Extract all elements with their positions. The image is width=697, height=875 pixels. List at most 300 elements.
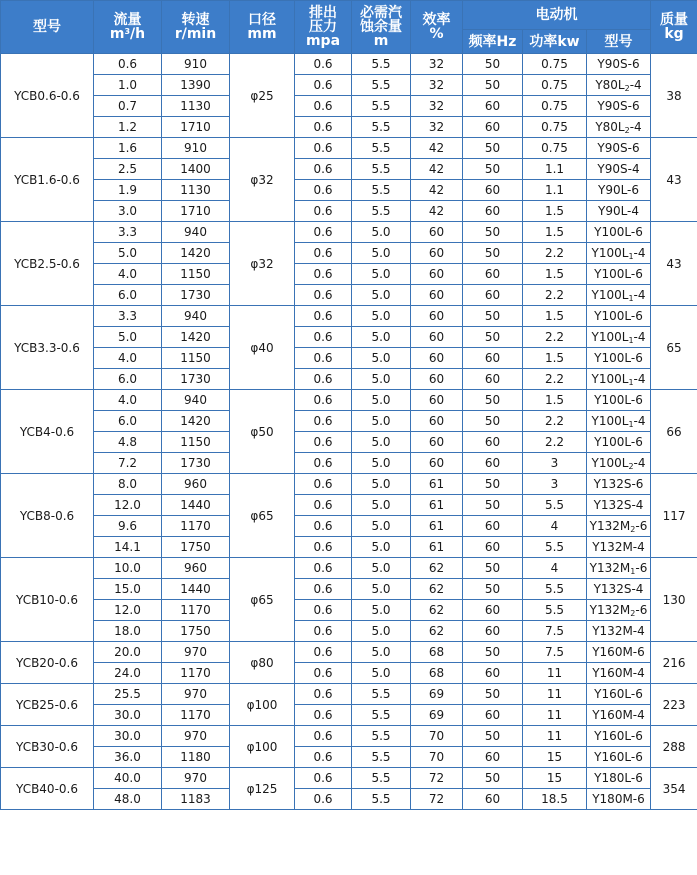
pressure-cell: 0.6 xyxy=(295,705,352,726)
power-cell: 0.75 xyxy=(523,138,587,159)
efficiency-cell: 60 xyxy=(411,243,463,264)
frequency-cell: 60 xyxy=(463,369,523,390)
pressure-cell: 0.6 xyxy=(295,117,352,138)
efficiency-cell: 32 xyxy=(411,117,463,138)
speed-cell: 1150 xyxy=(162,432,230,453)
motor-model-base: Y160M-6 xyxy=(592,645,645,659)
power-cell: 2.2 xyxy=(523,411,587,432)
header-power-label: 功率kw xyxy=(529,33,580,50)
speed-cell: 1750 xyxy=(162,621,230,642)
efficiency-cell: 60 xyxy=(411,306,463,327)
motor-model-cell xyxy=(587,390,651,411)
header-motor xyxy=(463,1,651,30)
header-flow-unit-prefix: m xyxy=(109,26,125,42)
flow-cell: 20.0 xyxy=(94,642,162,663)
header-power xyxy=(523,30,587,54)
flow-cell: 4.0 xyxy=(94,264,162,285)
table-row xyxy=(1,663,697,684)
diameter-cell: φ80 xyxy=(230,642,295,684)
pressure-cell: 0.6 xyxy=(295,264,352,285)
flow-cell: 18.0 xyxy=(94,621,162,642)
speed-cell: 940 xyxy=(162,390,230,411)
motor-model-cell xyxy=(587,222,651,243)
power-cell: 4 xyxy=(523,516,587,537)
motor-model-cell xyxy=(587,432,651,453)
pressure-cell: 0.6 xyxy=(295,180,352,201)
header-diameter-line1: 口径 xyxy=(248,12,276,28)
pressure-cell: 0.6 xyxy=(295,453,352,474)
pressure-cell: 0.6 xyxy=(295,621,352,642)
mass-cell: 43 xyxy=(651,138,697,222)
motor-model-suffix: -4 xyxy=(633,330,646,344)
motor-model-suffix: -4 xyxy=(633,246,646,260)
flow-cell: 40.0 xyxy=(94,768,162,789)
pressure-cell: 0.6 xyxy=(295,327,352,348)
power-cell: 2.2 xyxy=(523,432,587,453)
motor-model-sub: 2 xyxy=(628,462,634,471)
npsh-cell: 5.5 xyxy=(352,54,411,75)
npsh-cell: 5.0 xyxy=(352,621,411,642)
motor-model-sub: 1 xyxy=(628,294,634,303)
flow-cell: 6.0 xyxy=(94,411,162,432)
npsh-cell: 5.0 xyxy=(352,600,411,621)
header-efficiency-line1: 效率 xyxy=(422,12,451,28)
power-cell: 2.2 xyxy=(523,285,587,306)
motor-model-base: Y132M-4 xyxy=(592,624,645,638)
motor-model-cell xyxy=(587,306,651,327)
frequency-cell: 60 xyxy=(463,537,523,558)
npsh-cell: 5.0 xyxy=(352,369,411,390)
npsh-cell: 5.0 xyxy=(352,348,411,369)
efficiency-cell: 42 xyxy=(411,201,463,222)
power-cell: 0.75 xyxy=(523,54,587,75)
header-efficiency-line2: % xyxy=(429,26,444,42)
speed-cell: 1440 xyxy=(162,579,230,600)
npsh-cell: 5.0 xyxy=(352,243,411,264)
model-cell: YCB25-0.6 xyxy=(1,684,94,726)
frequency-cell: 60 xyxy=(463,705,523,726)
table-row xyxy=(1,54,697,75)
power-cell: 1.5 xyxy=(523,222,587,243)
power-cell: 4 xyxy=(523,558,587,579)
table-row xyxy=(1,327,697,348)
motor-model-base: Y100L xyxy=(591,288,629,302)
speed-cell: 1420 xyxy=(162,243,230,264)
motor-model-base: Y132S-6 xyxy=(593,477,644,491)
header-efficiency xyxy=(411,1,463,54)
speed-cell: 1440 xyxy=(162,495,230,516)
speed-cell: 1710 xyxy=(162,201,230,222)
table-row xyxy=(1,369,697,390)
table-row xyxy=(1,180,697,201)
table-row xyxy=(1,117,697,138)
pressure-cell: 0.6 xyxy=(295,579,352,600)
power-cell: 18.5 xyxy=(523,789,587,810)
npsh-cell: 5.0 xyxy=(352,432,411,453)
motor-model-base: Y100L xyxy=(591,456,629,470)
table-row xyxy=(1,537,697,558)
frequency-cell: 60 xyxy=(463,117,523,138)
speed-cell: 910 xyxy=(162,54,230,75)
frequency-cell: 50 xyxy=(463,768,523,789)
flow-cell: 24.0 xyxy=(94,663,162,684)
npsh-cell: 5.0 xyxy=(352,390,411,411)
motor-model-base: Y180M-6 xyxy=(592,792,645,806)
mass-cell: 216 xyxy=(651,642,697,684)
efficiency-cell: 60 xyxy=(411,285,463,306)
efficiency-cell: 61 xyxy=(411,474,463,495)
npsh-cell: 5.5 xyxy=(352,768,411,789)
motor-model-base: Y80L xyxy=(595,78,625,92)
pressure-cell: 0.6 xyxy=(295,243,352,264)
frequency-cell: 50 xyxy=(463,642,523,663)
header-flow-line1: 流量 xyxy=(113,12,142,28)
table-row xyxy=(1,264,697,285)
power-cell: 1.1 xyxy=(523,159,587,180)
npsh-cell: 5.5 xyxy=(352,117,411,138)
motor-model-suffix: -4 xyxy=(629,78,642,92)
header-model-label: 型号 xyxy=(33,19,61,35)
npsh-cell: 5.5 xyxy=(352,201,411,222)
motor-model-sub: 1 xyxy=(630,567,636,576)
table-row xyxy=(1,222,697,243)
model-cell: YCB30-0.6 xyxy=(1,726,94,768)
motor-model-sub: 2 xyxy=(624,126,630,135)
motor-model-cell xyxy=(587,642,651,663)
power-cell: 1.1 xyxy=(523,180,587,201)
motor-model-base: Y100L-6 xyxy=(594,351,643,365)
header-npsh-line1: 必需汽 xyxy=(360,5,402,21)
speed-cell: 1420 xyxy=(162,411,230,432)
efficiency-cell: 62 xyxy=(411,558,463,579)
efficiency-cell: 61 xyxy=(411,537,463,558)
speed-cell: 960 xyxy=(162,474,230,495)
pressure-cell: 0.6 xyxy=(295,516,352,537)
efficiency-cell: 60 xyxy=(411,390,463,411)
diameter-cell: φ65 xyxy=(230,558,295,642)
motor-model-base: Y100L-6 xyxy=(594,309,643,323)
mass-cell: 288 xyxy=(651,726,697,768)
flow-cell: 4.0 xyxy=(94,348,162,369)
flow-cell: 12.0 xyxy=(94,600,162,621)
npsh-cell: 5.5 xyxy=(352,96,411,117)
efficiency-cell: 32 xyxy=(411,54,463,75)
pressure-cell: 0.6 xyxy=(295,768,352,789)
motor-model-cell xyxy=(587,579,651,600)
frequency-cell: 50 xyxy=(463,726,523,747)
model-cell: YCB10-0.6 xyxy=(1,558,94,642)
header-diameter xyxy=(230,1,295,54)
table-row xyxy=(1,474,697,495)
efficiency-cell: 60 xyxy=(411,369,463,390)
frequency-cell: 60 xyxy=(463,600,523,621)
frequency-cell: 60 xyxy=(463,201,523,222)
speed-cell: 940 xyxy=(162,306,230,327)
pressure-cell: 0.6 xyxy=(295,222,352,243)
speed-cell: 970 xyxy=(162,642,230,663)
frequency-cell: 50 xyxy=(463,390,523,411)
header-mass xyxy=(651,1,697,54)
table-row xyxy=(1,201,697,222)
flow-cell: 1.6 xyxy=(94,138,162,159)
pressure-cell: 0.6 xyxy=(295,54,352,75)
motor-model-cell xyxy=(587,558,651,579)
efficiency-cell: 32 xyxy=(411,75,463,96)
table-row xyxy=(1,159,697,180)
efficiency-cell: 70 xyxy=(411,747,463,768)
diameter-cell: φ50 xyxy=(230,390,295,474)
power-cell: 0.75 xyxy=(523,96,587,117)
frequency-cell: 60 xyxy=(463,264,523,285)
power-cell: 5.5 xyxy=(523,495,587,516)
power-cell: 1.5 xyxy=(523,348,587,369)
motor-model-base: Y132M xyxy=(589,519,631,533)
npsh-cell: 5.5 xyxy=(352,75,411,96)
power-cell: 3 xyxy=(523,453,587,474)
header-frequency xyxy=(463,30,523,54)
flow-cell: 10.0 xyxy=(94,558,162,579)
header-speed-line1: 转速 xyxy=(181,12,210,28)
pressure-cell: 0.6 xyxy=(295,684,352,705)
table-row xyxy=(1,96,697,117)
npsh-cell: 5.5 xyxy=(352,684,411,705)
power-cell: 1.5 xyxy=(523,264,587,285)
pressure-cell: 0.6 xyxy=(295,558,352,579)
frequency-cell: 60 xyxy=(463,789,523,810)
motor-model-cell xyxy=(587,264,651,285)
motor-model-suffix: -4 xyxy=(633,414,646,428)
efficiency-cell: 69 xyxy=(411,705,463,726)
efficiency-cell: 60 xyxy=(411,222,463,243)
speed-cell: 1710 xyxy=(162,117,230,138)
motor-model-cell xyxy=(587,96,651,117)
header-npsh-line3: m xyxy=(373,33,389,49)
diameter-cell: φ32 xyxy=(230,222,295,306)
motor-model-base: Y100L-6 xyxy=(594,435,643,449)
pressure-cell: 0.6 xyxy=(295,75,352,96)
pressure-cell: 0.6 xyxy=(295,159,352,180)
diameter-cell: φ65 xyxy=(230,474,295,558)
motor-model-cell xyxy=(587,726,651,747)
frequency-cell: 50 xyxy=(463,327,523,348)
motor-model-cell xyxy=(587,285,651,306)
frequency-cell: 50 xyxy=(463,222,523,243)
motor-model-base: Y100L-6 xyxy=(594,225,643,239)
flow-cell: 4.0 xyxy=(94,390,162,411)
speed-cell: 1730 xyxy=(162,453,230,474)
flow-cell: 14.1 xyxy=(94,537,162,558)
npsh-cell: 5.0 xyxy=(352,453,411,474)
motor-model-base: Y132S-4 xyxy=(593,498,644,512)
motor-model-cell xyxy=(587,747,651,768)
header-pressure-line2: 压力 xyxy=(309,19,337,35)
motor-model-cell xyxy=(587,117,651,138)
frequency-cell: 50 xyxy=(463,159,523,180)
frequency-cell: 50 xyxy=(463,54,523,75)
table-row xyxy=(1,747,697,768)
speed-cell: 910 xyxy=(162,138,230,159)
motor-model-cell xyxy=(587,138,651,159)
efficiency-cell: 60 xyxy=(411,327,463,348)
frequency-cell: 50 xyxy=(463,579,523,600)
npsh-cell: 5.0 xyxy=(352,327,411,348)
header-motor-model-label: 型号 xyxy=(604,33,633,50)
speed-cell: 1170 xyxy=(162,705,230,726)
motor-model-cell xyxy=(587,75,651,96)
table-row xyxy=(1,411,697,432)
table-row xyxy=(1,558,697,579)
motor-model-sub: 2 xyxy=(630,525,636,534)
motor-model-base: Y90S-6 xyxy=(597,99,640,113)
model-cell: YCB20-0.6 xyxy=(1,642,94,684)
motor-model-cell xyxy=(587,180,651,201)
frequency-cell: 50 xyxy=(463,138,523,159)
speed-cell: 1183 xyxy=(162,789,230,810)
npsh-cell: 5.0 xyxy=(352,285,411,306)
efficiency-cell: 61 xyxy=(411,516,463,537)
frequency-cell: 50 xyxy=(463,75,523,96)
npsh-cell: 5.5 xyxy=(352,789,411,810)
diameter-cell: φ40 xyxy=(230,306,295,390)
flow-cell: 2.5 xyxy=(94,159,162,180)
header-pressure-line1: 排出 xyxy=(309,5,337,21)
efficiency-cell: 61 xyxy=(411,495,463,516)
motor-model-base: Y100L xyxy=(591,414,629,428)
model-cell: YCB1.6-0.6 xyxy=(1,138,94,222)
speed-cell: 1150 xyxy=(162,348,230,369)
motor-model-cell xyxy=(587,201,651,222)
header-model xyxy=(1,1,94,54)
motor-model-cell xyxy=(587,768,651,789)
efficiency-cell: 62 xyxy=(411,600,463,621)
speed-cell: 1170 xyxy=(162,600,230,621)
motor-model-cell xyxy=(587,705,651,726)
flow-cell: 0.7 xyxy=(94,96,162,117)
speed-cell: 1170 xyxy=(162,663,230,684)
motor-model-base: Y100L xyxy=(591,330,629,344)
npsh-cell: 5.0 xyxy=(352,474,411,495)
efficiency-cell: 32 xyxy=(411,96,463,117)
table-row xyxy=(1,348,697,369)
mass-cell: 354 xyxy=(651,768,697,810)
power-cell: 2.2 xyxy=(523,327,587,348)
header-flow-unit-suffix: /h xyxy=(130,26,146,42)
pressure-cell: 0.6 xyxy=(295,474,352,495)
flow-cell: 1.9 xyxy=(94,180,162,201)
model-cell: YCB40-0.6 xyxy=(1,768,94,810)
efficiency-cell: 60 xyxy=(411,432,463,453)
motor-model-cell xyxy=(587,54,651,75)
efficiency-cell: 68 xyxy=(411,642,463,663)
frequency-cell: 60 xyxy=(463,621,523,642)
speed-cell: 960 xyxy=(162,558,230,579)
flow-cell: 7.2 xyxy=(94,453,162,474)
frequency-cell: 60 xyxy=(463,432,523,453)
motor-model-cell xyxy=(587,663,651,684)
npsh-cell: 5.0 xyxy=(352,411,411,432)
flow-cell: 6.0 xyxy=(94,285,162,306)
power-cell: 1.5 xyxy=(523,201,587,222)
speed-cell: 1750 xyxy=(162,537,230,558)
efficiency-cell: 72 xyxy=(411,789,463,810)
speed-cell: 1130 xyxy=(162,96,230,117)
motor-model-cell xyxy=(587,789,651,810)
speed-cell: 1180 xyxy=(162,747,230,768)
flow-cell: 1.0 xyxy=(94,75,162,96)
motor-model-suffix: -4 xyxy=(633,288,646,302)
frequency-cell: 60 xyxy=(463,285,523,306)
header-frequency-label: 频率Hz xyxy=(468,33,517,50)
pressure-cell: 0.6 xyxy=(295,411,352,432)
npsh-cell: 5.5 xyxy=(352,180,411,201)
npsh-cell: 5.0 xyxy=(352,579,411,600)
table-row xyxy=(1,705,697,726)
motor-model-suffix: -4 xyxy=(629,120,642,134)
header-npsh-line2: 蚀余量 xyxy=(360,19,402,35)
flow-cell: 9.6 xyxy=(94,516,162,537)
power-cell: 5.5 xyxy=(523,537,587,558)
pressure-cell: 0.6 xyxy=(295,495,352,516)
header-pressure-line3: mpa xyxy=(305,33,341,49)
power-cell: 3 xyxy=(523,474,587,495)
header-pressure xyxy=(295,1,352,54)
header-speed xyxy=(162,1,230,54)
npsh-cell: 5.5 xyxy=(352,726,411,747)
frequency-cell: 50 xyxy=(463,684,523,705)
motor-model-cell xyxy=(587,243,651,264)
npsh-cell: 5.5 xyxy=(352,747,411,768)
mass-cell: 130 xyxy=(651,558,697,642)
motor-model-cell xyxy=(587,621,651,642)
header-mass-line1: 质量 xyxy=(660,12,689,28)
speed-cell: 940 xyxy=(162,222,230,243)
speed-cell: 1170 xyxy=(162,516,230,537)
motor-model-base: Y90S-4 xyxy=(597,162,640,176)
pressure-cell: 0.6 xyxy=(295,663,352,684)
model-cell: YCB8-0.6 xyxy=(1,474,94,558)
model-cell: YCB3.3-0.6 xyxy=(1,306,94,390)
speed-cell: 970 xyxy=(162,726,230,747)
motor-model-base: Y132S-4 xyxy=(593,582,644,596)
power-cell: 0.75 xyxy=(523,117,587,138)
efficiency-cell: 69 xyxy=(411,684,463,705)
header-flow-unit xyxy=(94,27,161,41)
mass-cell: 38 xyxy=(651,54,697,138)
pressure-cell: 0.6 xyxy=(295,432,352,453)
efficiency-cell: 72 xyxy=(411,768,463,789)
table-row xyxy=(1,789,697,810)
table-row xyxy=(1,285,697,306)
efficiency-cell: 42 xyxy=(411,180,463,201)
pressure-cell: 0.6 xyxy=(295,138,352,159)
efficiency-cell: 60 xyxy=(411,453,463,474)
npsh-cell: 5.0 xyxy=(352,495,411,516)
efficiency-cell: 60 xyxy=(411,264,463,285)
power-cell: 2.2 xyxy=(523,243,587,264)
motor-model-suffix: -6 xyxy=(635,561,648,575)
pressure-cell: 0.6 xyxy=(295,390,352,411)
flow-cell: 15.0 xyxy=(94,579,162,600)
diameter-cell: φ25 xyxy=(230,54,295,138)
motor-model-cell xyxy=(587,348,651,369)
efficiency-cell: 42 xyxy=(411,159,463,180)
motor-model-cell xyxy=(587,327,651,348)
header-motor-label: 电动机 xyxy=(535,7,578,23)
speed-cell: 1400 xyxy=(162,159,230,180)
efficiency-cell: 62 xyxy=(411,621,463,642)
table-row xyxy=(1,768,697,789)
flow-cell: 5.0 xyxy=(94,327,162,348)
